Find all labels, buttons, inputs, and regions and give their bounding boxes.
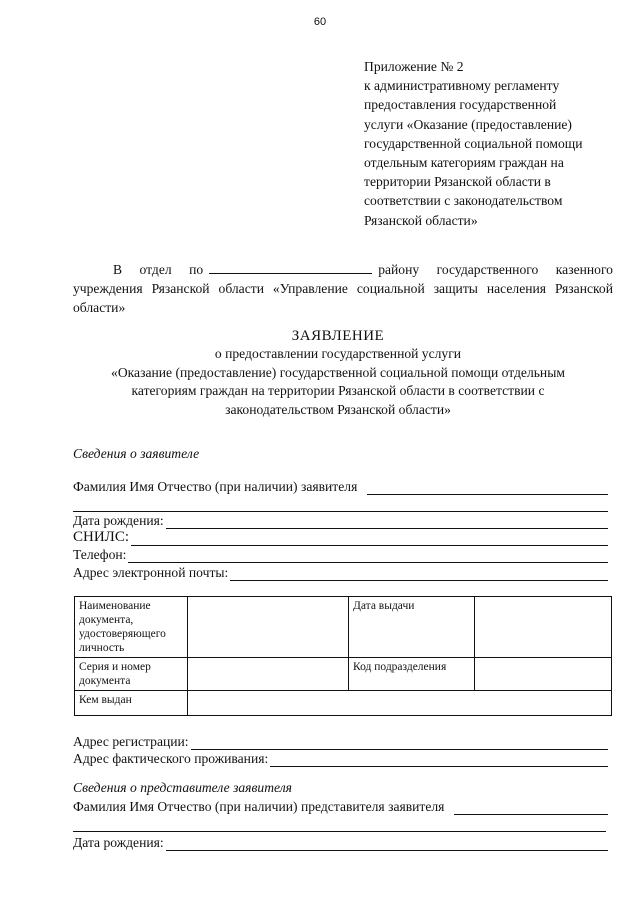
applicant-birth-field[interactable]: [166, 515, 608, 529]
addressee-suffix: району государственного казенного: [378, 262, 613, 277]
registration-address-label: Адрес регистрации:: [73, 734, 189, 749]
applicant-phone-field[interactable]: [128, 549, 608, 563]
document-title-block: [60, 327, 616, 419]
applicant-email-row: [73, 565, 608, 581]
representative-section-heading: Сведения о представителе заявителя: [73, 780, 292, 795]
appendix-line: территории Рязанской области в: [364, 174, 551, 190]
applicant-email-field[interactable]: [230, 567, 608, 581]
appendix-line: Рязанской области»: [364, 212, 478, 228]
doc-name-field[interactable]: [188, 597, 349, 658]
representative-birth-label: Дата рождения:: [73, 835, 164, 850]
representative-fio-row: [73, 799, 608, 815]
appendix-line: к административному регламенту: [364, 78, 560, 94]
applicant-snils-row: [73, 529, 608, 546]
addressee-rest: учреждения Рязанской области «Управление социальной защиты населения Рязанской области»: [73, 281, 613, 315]
page-number: 60: [313, 16, 327, 28]
addressee-prefix: В отдел по: [113, 262, 204, 277]
document-title: ЗАЯВЛЕНИЕ: [291, 328, 385, 344]
applicant-section-heading: Сведения о заявителе: [73, 446, 200, 461]
representative-birth-row: [73, 835, 608, 851]
title-line: категориям граждан на территории Рязанской области в соответствии с: [131, 383, 545, 399]
applicant-birth-label: Дата рождения:: [73, 513, 164, 528]
appendix-line: предоставления государственной: [364, 97, 557, 113]
addressee-block: [73, 260, 613, 317]
applicant-phone-label: Телефон:: [73, 547, 127, 562]
applicant-fio-continuation-field[interactable]: [73, 511, 608, 512]
representative-birth-field[interactable]: [166, 837, 608, 851]
appendix-block: [364, 57, 624, 230]
identity-document-table: [74, 596, 612, 716]
registration-address-row: [73, 734, 608, 750]
applicant-phone-row: [73, 547, 608, 563]
district-blank-field[interactable]: [209, 261, 372, 274]
applicant-fio-field[interactable]: [367, 481, 608, 495]
issued-by-label: Кем выдан: [75, 691, 188, 716]
actual-address-row: [73, 751, 608, 767]
title-line: о предоставлении государственной услуги: [214, 346, 462, 362]
applicant-email-label: Адрес электронной почты:: [73, 565, 229, 580]
applicant-fio-row: [73, 479, 608, 495]
registration-address-field[interactable]: [191, 736, 608, 750]
issue-date-label: Дата выдачи: [349, 597, 475, 658]
actual-address-field[interactable]: [270, 753, 608, 767]
division-code-label: Код подразделения: [349, 658, 475, 691]
series-number-field[interactable]: [188, 658, 349, 691]
representative-fio-continuation-field[interactable]: [73, 831, 606, 832]
applicant-snils-label: СНИЛС:: [73, 529, 130, 545]
applicant-snils-field[interactable]: [131, 532, 608, 546]
addressee-first-line: [73, 260, 613, 317]
issue-date-field[interactable]: [475, 597, 612, 658]
division-code-field[interactable]: [475, 658, 612, 691]
title-line: законодательством Рязанской области»: [225, 401, 451, 417]
representative-fio-field[interactable]: [454, 801, 608, 815]
issued-by-field[interactable]: [188, 691, 612, 716]
appendix-line: соответствии с законодательством: [364, 193, 563, 209]
title-line: «Оказание (предоставление) государственной социальной помощи отдельным: [111, 364, 565, 380]
applicant-fio-label: Фамилия Имя Отчество (при наличии) заявителя: [73, 479, 358, 494]
appendix-line: Приложение № 2: [364, 59, 464, 74]
applicant-birth-row: [73, 513, 608, 529]
appendix-line: государственной социальной помощи: [364, 135, 583, 151]
representative-fio-label: Фамилия Имя Отчество (при наличии) представителя заявителя: [73, 799, 445, 814]
appendix-line: услуги «Оказание (предоставление): [364, 116, 572, 132]
doc-name-label: Наименование документа, удостоверяющего личность: [75, 597, 188, 658]
actual-address-label: Адрес фактического проживания:: [73, 751, 269, 766]
appendix-line: отдельным категориям граждан на: [364, 155, 564, 171]
series-number-label: Серия и номер документа: [75, 658, 188, 691]
